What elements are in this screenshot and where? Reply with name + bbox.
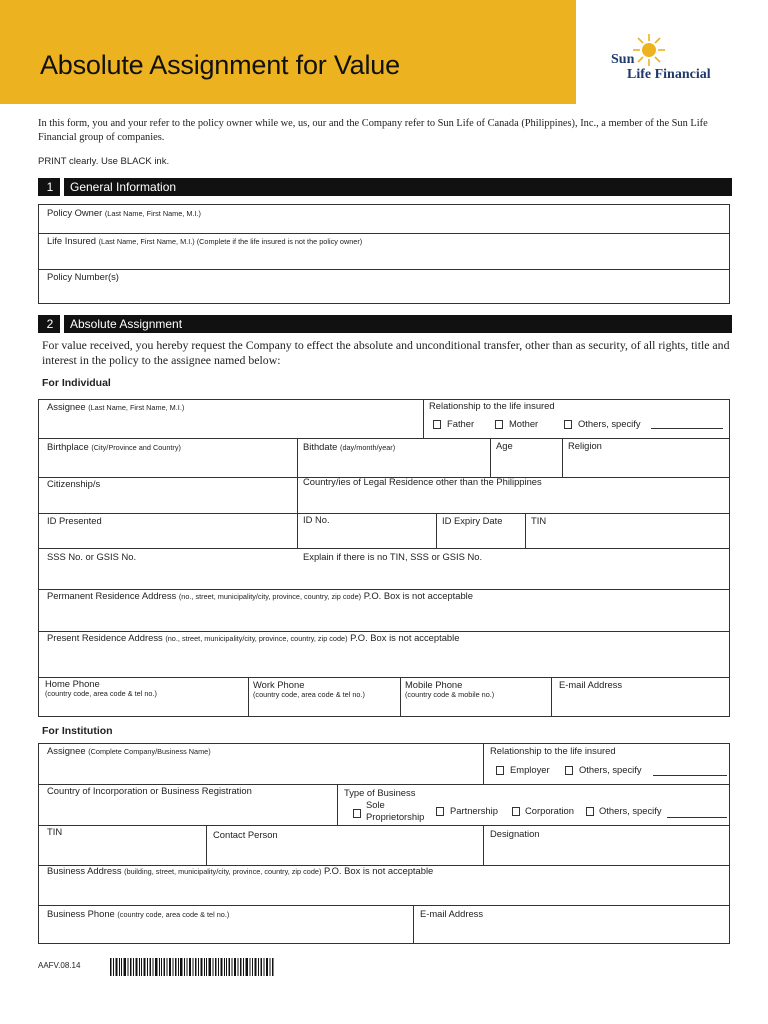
row-divider bbox=[39, 438, 729, 439]
birthplace-field[interactable]: Birthplace (City/Province and Country) bbox=[47, 441, 181, 452]
sss-gsis-field[interactable]: SSS No. or GSIS No. bbox=[47, 551, 137, 562]
row-divider bbox=[39, 825, 729, 826]
country-incorporation-field[interactable]: Country of Incorporation or Business Registration bbox=[47, 785, 252, 796]
row-divider bbox=[39, 233, 729, 234]
section-number: 1 bbox=[46, 180, 54, 194]
section-title: Absolute Assignment bbox=[70, 317, 183, 331]
country-residence-field[interactable]: Country/ies of Legal Residence other than the Philippines bbox=[303, 476, 542, 487]
col-divider bbox=[490, 438, 491, 477]
others-specify-line[interactable] bbox=[651, 428, 723, 429]
institution-others-specify-line[interactable] bbox=[653, 775, 727, 776]
section-title: General Information bbox=[70, 180, 177, 194]
father-checkbox[interactable] bbox=[433, 420, 441, 429]
id-presented-field[interactable]: ID Presented bbox=[47, 515, 102, 526]
business-address-field[interactable]: Business Address (building, street, municipality/city, province, country, zip code) P.O. Box is not acceptable bbox=[47, 865, 434, 876]
business-others-label: Others, specify bbox=[599, 805, 662, 816]
institution-others-checkbox[interactable] bbox=[565, 766, 573, 775]
for-institution-heading: For Institution bbox=[42, 725, 113, 737]
logo-text-sun: Sun bbox=[611, 52, 635, 67]
col-divider bbox=[551, 677, 552, 717]
row-divider bbox=[39, 905, 729, 906]
col-divider bbox=[562, 438, 563, 477]
partnership-label: Partnership bbox=[450, 805, 498, 816]
col-divider bbox=[297, 438, 298, 549]
section-1-header bbox=[38, 178, 732, 196]
for-individual-heading: For Individual bbox=[42, 377, 111, 389]
col-divider bbox=[423, 400, 424, 438]
row-divider bbox=[39, 513, 729, 514]
barcode-icon bbox=[110, 958, 275, 976]
employer-label: Employer bbox=[510, 764, 550, 775]
assignment-paragraph: For value received, you hereby request the Company to effect the absolute and unconditional transfer, other than as security, of all rights, title and interest in the policy to the assignee named below: bbox=[42, 338, 730, 367]
institution-others-label: Others, specify bbox=[579, 764, 642, 775]
id-expiry-field[interactable]: ID Expiry Date bbox=[442, 515, 503, 526]
age-field[interactable]: Age bbox=[496, 440, 513, 451]
present-address-field[interactable]: Present Residence Address (no., street, municipality/city, province, country, zip code) P.O. Box is not acceptable bbox=[47, 632, 460, 643]
others-label: Others, specify bbox=[578, 418, 641, 429]
col-divider bbox=[483, 744, 484, 785]
section-divider bbox=[60, 178, 64, 196]
logo-text-life-financial: Life Financial bbox=[627, 67, 711, 82]
business-phone-field[interactable]: Business Phone (country code, area code & tel no.) bbox=[47, 908, 230, 919]
father-label: Father bbox=[447, 418, 475, 429]
mother-checkbox[interactable] bbox=[495, 420, 503, 429]
designation-field[interactable]: Designation bbox=[490, 828, 540, 839]
row-divider bbox=[39, 677, 729, 678]
policy-numbers-field[interactable]: Policy Number(s) bbox=[47, 271, 119, 282]
row-divider bbox=[39, 269, 729, 270]
email-field[interactable]: E-mail Address bbox=[559, 679, 623, 690]
business-others-specify-line[interactable] bbox=[667, 817, 727, 818]
col-divider bbox=[483, 825, 484, 865]
corporation-label: Corporation bbox=[525, 805, 574, 816]
row-divider bbox=[39, 548, 729, 549]
col-divider bbox=[337, 784, 338, 825]
section-number: 2 bbox=[46, 317, 54, 331]
institution-tin-field[interactable]: TIN bbox=[47, 826, 63, 837]
type-business-label: Type of Business bbox=[344, 787, 416, 798]
work-phone-field[interactable]: Work Phone bbox=[253, 679, 305, 690]
assignee-field[interactable]: Assignee (Last Name, First Name, M.I.) bbox=[47, 401, 185, 412]
col-divider bbox=[436, 513, 437, 548]
tin-field[interactable]: TIN bbox=[531, 515, 547, 526]
corporation-checkbox[interactable] bbox=[512, 807, 520, 816]
sole-proprietorship-checkbox[interactable] bbox=[353, 809, 361, 818]
birthdate-field[interactable]: Bithdate (day/month/year) bbox=[303, 441, 396, 452]
print-note: PRINT clearly. Use BLACK ink. bbox=[38, 156, 170, 167]
section-2-header bbox=[38, 315, 732, 333]
col-divider bbox=[400, 677, 401, 717]
work-phone-hint: (country code, area code & tel no.) bbox=[253, 690, 365, 699]
employer-checkbox[interactable] bbox=[496, 766, 504, 775]
relationship-label: Relationship to the life insured bbox=[429, 400, 555, 411]
policy-owner-field[interactable]: Policy Owner (Last Name, First Name, M.I.) bbox=[47, 207, 201, 218]
permanent-address-field[interactable]: Permanent Residence Address (no., street, municipality/city, province, country, zip code) P.O. Box is not acceptable bbox=[47, 590, 473, 601]
partnership-checkbox[interactable] bbox=[436, 807, 444, 816]
institution-email-field[interactable]: E-mail Address bbox=[420, 908, 484, 919]
mother-label: Mother bbox=[509, 418, 539, 429]
page-title: Absolute Assignment for Value bbox=[40, 50, 400, 80]
life-insured-field[interactable]: Life Insured (Last Name, First Name, M.I.) (Complete if the life insured is not the policy owner) bbox=[47, 235, 363, 246]
home-phone-field[interactable]: Home Phone bbox=[45, 678, 100, 689]
general-information-box bbox=[38, 204, 730, 304]
intro-text: In this form, you and your refer to the policy owner while we, us, our and the Company refer to Sun Life of Canada (Philippines), Inc., a member of the Sun Life Financial group of companies. bbox=[38, 118, 708, 143]
religion-field[interactable]: Religion bbox=[568, 440, 602, 451]
mobile-phone-field[interactable]: Mobile Phone bbox=[405, 679, 463, 690]
col-divider bbox=[206, 825, 207, 865]
business-others-checkbox[interactable] bbox=[586, 807, 594, 816]
section-divider bbox=[60, 315, 64, 333]
col-divider bbox=[525, 513, 526, 548]
proprietorship-label: Proprietorship bbox=[366, 811, 425, 822]
contact-person-field[interactable]: Contact Person bbox=[213, 829, 278, 840]
id-no-field[interactable]: ID No. bbox=[303, 514, 330, 525]
institution-assignee-field[interactable]: Assignee (Complete Company/Business Name) bbox=[47, 745, 211, 756]
col-divider bbox=[248, 677, 249, 717]
sole-label: Sole bbox=[366, 799, 385, 810]
citizenship-field[interactable]: Citizenship/s bbox=[47, 478, 101, 489]
home-phone-hint: (country code, area code & tel no.) bbox=[45, 689, 157, 698]
form-code: AAFV.08.14 bbox=[38, 961, 81, 970]
explain-no-id-field[interactable]: Explain if there is no TIN, SSS or GSIS No. bbox=[303, 551, 483, 562]
others-checkbox[interactable] bbox=[564, 420, 572, 429]
col-divider bbox=[413, 905, 414, 944]
mobile-phone-hint: (country code & mobile no.) bbox=[405, 690, 495, 699]
institution-box bbox=[38, 743, 730, 944]
institution-relationship-label: Relationship to the life insured bbox=[490, 745, 616, 756]
individual-box bbox=[38, 399, 730, 717]
